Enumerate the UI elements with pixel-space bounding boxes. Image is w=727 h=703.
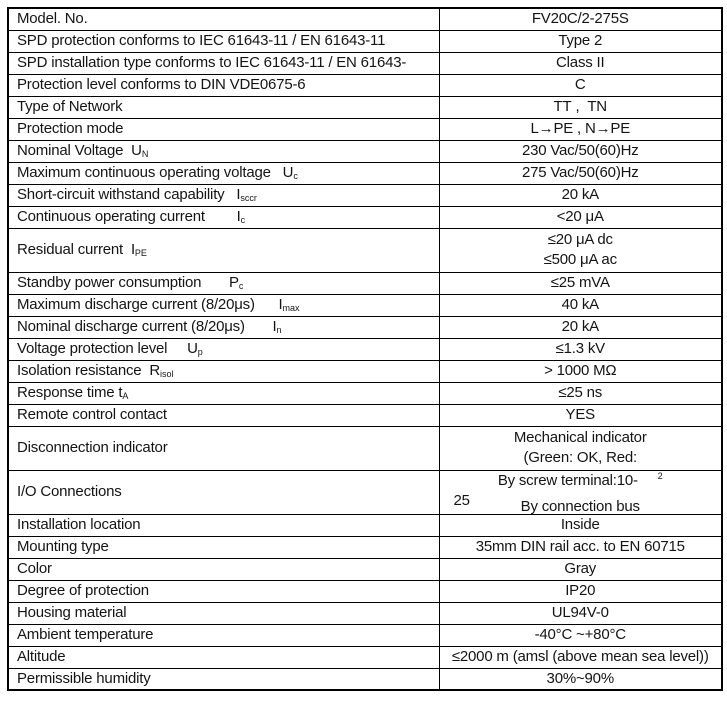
cell-content (440, 141, 722, 161)
spec-label-installation-location (8, 514, 439, 536)
cell-text-line (17, 53, 439, 73)
cell-text-line (17, 185, 439, 205)
spec-value-permissible-humidity (439, 668, 722, 690)
cell-content (9, 515, 439, 535)
spec-label-response-time (8, 382, 439, 404)
spec-value-short-circuit-withstand (439, 184, 722, 206)
spec-value-protection-mode (439, 118, 722, 140)
spec-value-color (439, 558, 722, 580)
text-segment: C (574, 76, 586, 93)
cell-text-line (440, 498, 722, 515)
text-segment: L→PE , N→PE (530, 120, 630, 137)
spec-value-altitude (439, 646, 722, 668)
spec-value-maximum-discharge-current (439, 294, 722, 316)
text-segment: 40 kA (561, 296, 599, 313)
cell-content (440, 75, 722, 95)
text-segment: FV20C/2-275S (531, 10, 629, 28)
text-segment: Altitude (17, 648, 66, 665)
spec-table-body (8, 8, 722, 690)
cell-content (9, 537, 439, 557)
spec-label-short-circuit-withstand (8, 184, 439, 206)
table-row (8, 316, 722, 338)
table-row (8, 294, 722, 316)
subscript-text: n (276, 325, 282, 335)
cell-text-line (17, 273, 439, 293)
text-segment: 20 kA (561, 186, 599, 203)
cell-content (9, 625, 439, 645)
cell-content (440, 669, 722, 689)
table-row (8, 184, 722, 206)
subscript-text: c (238, 281, 244, 291)
spec-label-continuous-operating-current (8, 206, 439, 228)
subscript-text: max (282, 303, 300, 313)
cell-content (440, 559, 722, 579)
cell-content (440, 603, 722, 623)
cell-text-line (17, 9, 439, 29)
spec-value-protection-level (439, 74, 722, 96)
table-row (8, 646, 722, 668)
cell-text-line (440, 75, 722, 95)
text-segment: Response time t (17, 384, 123, 401)
spec-value-model-no (439, 8, 722, 30)
cell-content (440, 361, 722, 381)
text-segment: Degree of protection (17, 582, 149, 599)
spec-value-spd-protection (439, 30, 722, 52)
subscript-text: A (122, 391, 129, 401)
cell-text-line (17, 537, 439, 557)
text-segment: Nominal discharge current (8/20μs) I (17, 318, 277, 335)
spec-label-protection-mode (8, 118, 439, 140)
cell-content (440, 427, 722, 469)
table-row (8, 360, 722, 382)
cell-content (9, 361, 439, 381)
cell-content (440, 53, 722, 73)
cell-content (9, 185, 439, 205)
table-row (8, 8, 722, 30)
text-segment: <20 μA (556, 208, 604, 225)
spec-label-remote-control-contact (8, 404, 439, 426)
cell-text-line (440, 515, 722, 535)
cell-content (440, 537, 722, 557)
cell-content (440, 163, 722, 183)
cell-content (9, 669, 439, 689)
cell-content (440, 471, 722, 513)
text-segment: Inside (560, 516, 600, 533)
cell-text-line (440, 581, 722, 601)
cell-text-line (440, 428, 722, 448)
table-row (8, 470, 722, 514)
subscript-text: N (141, 149, 149, 159)
cell-text-line (440, 97, 722, 117)
spec-label-altitude (8, 646, 439, 668)
cell-text-line (440, 405, 722, 425)
text-segment: ≤1.3 kV (555, 340, 605, 357)
text-segment: I/O Connections (17, 483, 122, 500)
text-segment: Isolation resistance R (17, 362, 160, 379)
text-segment: Protection mode (17, 120, 124, 137)
cell-text-line (17, 669, 439, 689)
text-segment: 30%~90% (546, 669, 614, 687)
cell-text-line (440, 31, 722, 51)
spec-label-model-no (8, 8, 439, 30)
subscript-text: c (293, 171, 298, 181)
text-segment: Continuous operating current I (17, 208, 241, 225)
cell-text-line (17, 119, 439, 139)
cell-content (9, 471, 439, 513)
spec-label-degree-of-protection (8, 580, 439, 602)
spec-value-nominal-discharge-current (439, 316, 722, 338)
text-segment: Voltage protection level U (17, 340, 198, 357)
table-row (8, 624, 722, 646)
cell-text-line (17, 75, 439, 95)
spec-value-installation-location (439, 514, 722, 536)
spec-value-housing-material (439, 602, 722, 624)
cell-text-line (440, 53, 722, 73)
spec-value-remote-control-contact (439, 404, 722, 426)
text-segment: Remote control contact (17, 406, 167, 423)
text-segment: Maximum discharge current (8/20μs) I (17, 296, 283, 313)
cell-text-line (17, 482, 439, 502)
spec-value-io-connections (439, 470, 722, 514)
cell-content (9, 229, 439, 271)
table-row (8, 162, 722, 184)
table-row (8, 228, 722, 272)
text-segment: Color (17, 560, 52, 577)
spec-label-residual-current (8, 228, 439, 272)
cell-text-line (440, 471, 722, 491)
cell-content (9, 141, 439, 161)
cell-text-line (440, 250, 722, 270)
cell-content (9, 9, 439, 29)
cell-content (440, 581, 722, 601)
spec-value-response-time (439, 382, 722, 404)
text-segment: ≤25 ns (558, 384, 603, 401)
cell-content (9, 647, 439, 667)
cell-content (9, 97, 439, 117)
text-segment: Residual current I (17, 241, 135, 258)
text-segment: 25 (453, 492, 470, 509)
cell-content (9, 427, 439, 469)
cell-content (440, 295, 722, 315)
table-row (8, 514, 722, 536)
cell-content (9, 295, 439, 315)
spec-value-continuous-operating-current (439, 206, 722, 228)
cell-content (9, 383, 439, 403)
table-row (8, 96, 722, 118)
text-segment: Type 2 (558, 32, 603, 49)
cell-text-line (440, 273, 722, 293)
spec-value-spd-installation-type (439, 52, 722, 74)
cell-text-line (17, 141, 439, 161)
cell-content (9, 339, 439, 359)
cell-text-line (17, 559, 439, 579)
spec-value-voltage-protection-level (439, 338, 722, 360)
text-segment: Housing material (17, 604, 127, 621)
subscript-text: PE (134, 248, 147, 258)
text-segment: ≤500 μA ac (543, 251, 617, 268)
text-segment: TT , TN (553, 98, 607, 115)
cell-text-line (17, 207, 439, 227)
cell-text-line (440, 317, 722, 337)
text-segment: ≤2000 m (amsl (above mean sea level)) (451, 648, 709, 665)
spec-label-disconnection-indicator (8, 426, 439, 470)
cell-content (440, 31, 722, 51)
text-segment: Permissible humidity (17, 669, 151, 687)
cell-text-line (17, 405, 439, 425)
text-segment: -40°C ~+80°C (534, 626, 626, 643)
cell-text-line (440, 295, 722, 315)
table-row (8, 404, 722, 426)
text-segment: Model. No. (17, 10, 88, 28)
cell-text-line (440, 383, 722, 403)
cell-text-line (440, 559, 722, 579)
spec-label-nominal-voltage (8, 140, 439, 162)
cell-text-line (440, 163, 722, 183)
text-segment: By screw terminal:10- (497, 472, 638, 489)
cell-content (9, 163, 439, 183)
text-segment: UL94V-0 (551, 604, 609, 621)
text-segment: IP20 (565, 582, 596, 599)
text-segment: Mounting type (17, 538, 109, 555)
text-segment: Class II (556, 54, 605, 71)
text-segment: Type of Network (17, 98, 123, 115)
subscript-text: p (197, 347, 203, 357)
text-segment: Short-circuit withstand capability I (17, 186, 241, 203)
table-row (8, 140, 722, 162)
spec-label-type-of-network (8, 96, 439, 118)
cell-content (440, 185, 722, 205)
text-segment: Installation location (17, 516, 141, 533)
cell-content (440, 317, 722, 337)
spec-label-housing-material (8, 602, 439, 624)
spec-label-maximum-discharge-current (8, 294, 439, 316)
cell-content (9, 75, 439, 95)
cell-content (440, 229, 722, 271)
table-row (8, 338, 722, 360)
superscript-text: 2 (657, 471, 663, 481)
text-segment: Ambient temperature (17, 626, 154, 643)
table-row (8, 206, 722, 228)
table-row (8, 426, 722, 470)
text-segment: 230 Vac/50(60)Hz (521, 142, 639, 159)
text-segment: Protection level conforms to DIN VDE0675-6 (17, 76, 306, 93)
cell-text-line (440, 647, 722, 667)
spec-label-permissible-humidity (8, 668, 439, 690)
cell-text-line (17, 163, 439, 183)
spec-label-ambient-temperature (8, 624, 439, 646)
cell-text-line (17, 339, 439, 359)
spec-value-ambient-temperature (439, 624, 722, 646)
text-segment: > 1000 MΩ (544, 362, 617, 379)
spec-label-protection-level (8, 74, 439, 96)
table-row (8, 536, 722, 558)
cell-content (440, 383, 722, 403)
cell-text-line (17, 317, 439, 337)
text-segment: Gray (564, 560, 597, 577)
text-segment: YES (565, 406, 595, 423)
spec-label-spd-installation-type (8, 52, 439, 74)
cell-content (440, 97, 722, 117)
text-segment: Maximum continuous operating voltage U (17, 164, 294, 181)
cell-text-line (17, 295, 439, 315)
table-row (8, 30, 722, 52)
cell-content (440, 515, 722, 535)
spec-value-residual-current (439, 228, 722, 272)
cell-content (440, 647, 722, 667)
table-row (8, 272, 722, 294)
cell-content (440, 9, 722, 29)
cell-content (9, 273, 439, 293)
cell-content (9, 405, 439, 425)
cell-content (9, 581, 439, 601)
cell-text-line (17, 240, 439, 260)
cell-text-line (440, 625, 722, 645)
text-segment: ≤20 μA dc (547, 231, 613, 248)
cell-text-line (17, 438, 439, 458)
text-segment: Standby power consumption P (17, 274, 239, 291)
cell-text-line (440, 361, 722, 381)
text-segment: By connection bus (520, 498, 640, 515)
spec-label-voltage-protection-level (8, 338, 439, 360)
cell-content (9, 207, 439, 227)
text-segment: 35mm DIN rail acc. to EN 60715 (475, 538, 685, 555)
cell-content (9, 53, 439, 73)
cell-text-line (17, 97, 439, 117)
table-row (8, 382, 722, 404)
cell-text-line (440, 230, 722, 250)
cell-text-line (17, 625, 439, 645)
spec-value-mounting-type (439, 536, 722, 558)
spec-value-max-continuous-operating-voltage (439, 162, 722, 184)
cell-content (440, 273, 722, 293)
subscript-text: sccr (240, 193, 257, 203)
cell-text-line (17, 515, 439, 535)
table-row (8, 668, 722, 690)
cell-text-line (440, 207, 722, 227)
spec-label-nominal-discharge-current (8, 316, 439, 338)
cell-content (9, 31, 439, 51)
cell-text-line (17, 581, 439, 601)
spec-value-degree-of-protection (439, 580, 722, 602)
cell-content (440, 119, 722, 139)
cell-text-line (440, 339, 722, 359)
subscript-text: c (240, 215, 246, 225)
subscript-text: isol (159, 369, 174, 379)
cell-content (440, 625, 722, 645)
spec-value-disconnection-indicator (439, 426, 722, 470)
table-row (8, 558, 722, 580)
text-segment: Disconnection indicator (17, 439, 168, 456)
table-row (8, 74, 722, 96)
spec-label-isolation-resistance (8, 360, 439, 382)
cell-content (9, 559, 439, 579)
cell-content (9, 603, 439, 623)
cell-text-line (440, 119, 722, 139)
spec-label-max-continuous-operating-voltage (8, 162, 439, 184)
table-row (8, 602, 722, 624)
spec-label-color (8, 558, 439, 580)
cell-text-line (17, 603, 439, 623)
cell-text-line (440, 9, 722, 29)
spec-label-io-connections (8, 470, 439, 514)
cell-text-line (440, 537, 722, 557)
spec-value-nominal-voltage (439, 140, 722, 162)
spec-value-type-of-network (439, 96, 722, 118)
text-segment: SPD installation type conforms to IEC 61643-11 / EN 61643- (17, 54, 407, 71)
spec-value-isolation-resistance (439, 360, 722, 382)
table-row (8, 52, 722, 74)
cell-text-line (440, 185, 722, 205)
text-segment: ≤25 mVA (550, 274, 610, 291)
spec-label-standby-power-consumption (8, 272, 439, 294)
cell-content (440, 207, 722, 227)
cell-text-line (17, 361, 439, 381)
spec-table (7, 7, 723, 691)
text-segment: Nominal Voltage U (17, 142, 142, 159)
spec-label-spd-protection (8, 30, 439, 52)
text-segment (638, 472, 658, 489)
text-segment: (Green: OK, Red: (523, 449, 637, 466)
cell-text-line (440, 603, 722, 623)
cell-content (440, 405, 722, 425)
text-segment: 20 kA (561, 318, 599, 335)
cell-text-line (440, 141, 722, 161)
table-row (8, 118, 722, 140)
cell-text-line (17, 383, 439, 403)
spec-label-mounting-type (8, 536, 439, 558)
cell-text-line (440, 448, 722, 468)
cell-text-line (17, 31, 439, 51)
cell-text-line (17, 647, 439, 667)
table-row (8, 580, 722, 602)
cell-content (440, 339, 722, 359)
cell-content (9, 119, 439, 139)
spec-value-standby-power-consumption (439, 272, 722, 294)
text-segment: Mechanical indicator (513, 429, 647, 446)
cell-text-line (440, 669, 722, 689)
text-segment: SPD protection conforms to IEC 61643-11 / EN 61643-11 (17, 32, 386, 49)
text-segment: 275 Vac/50(60)Hz (521, 164, 639, 181)
cell-content (9, 317, 439, 337)
